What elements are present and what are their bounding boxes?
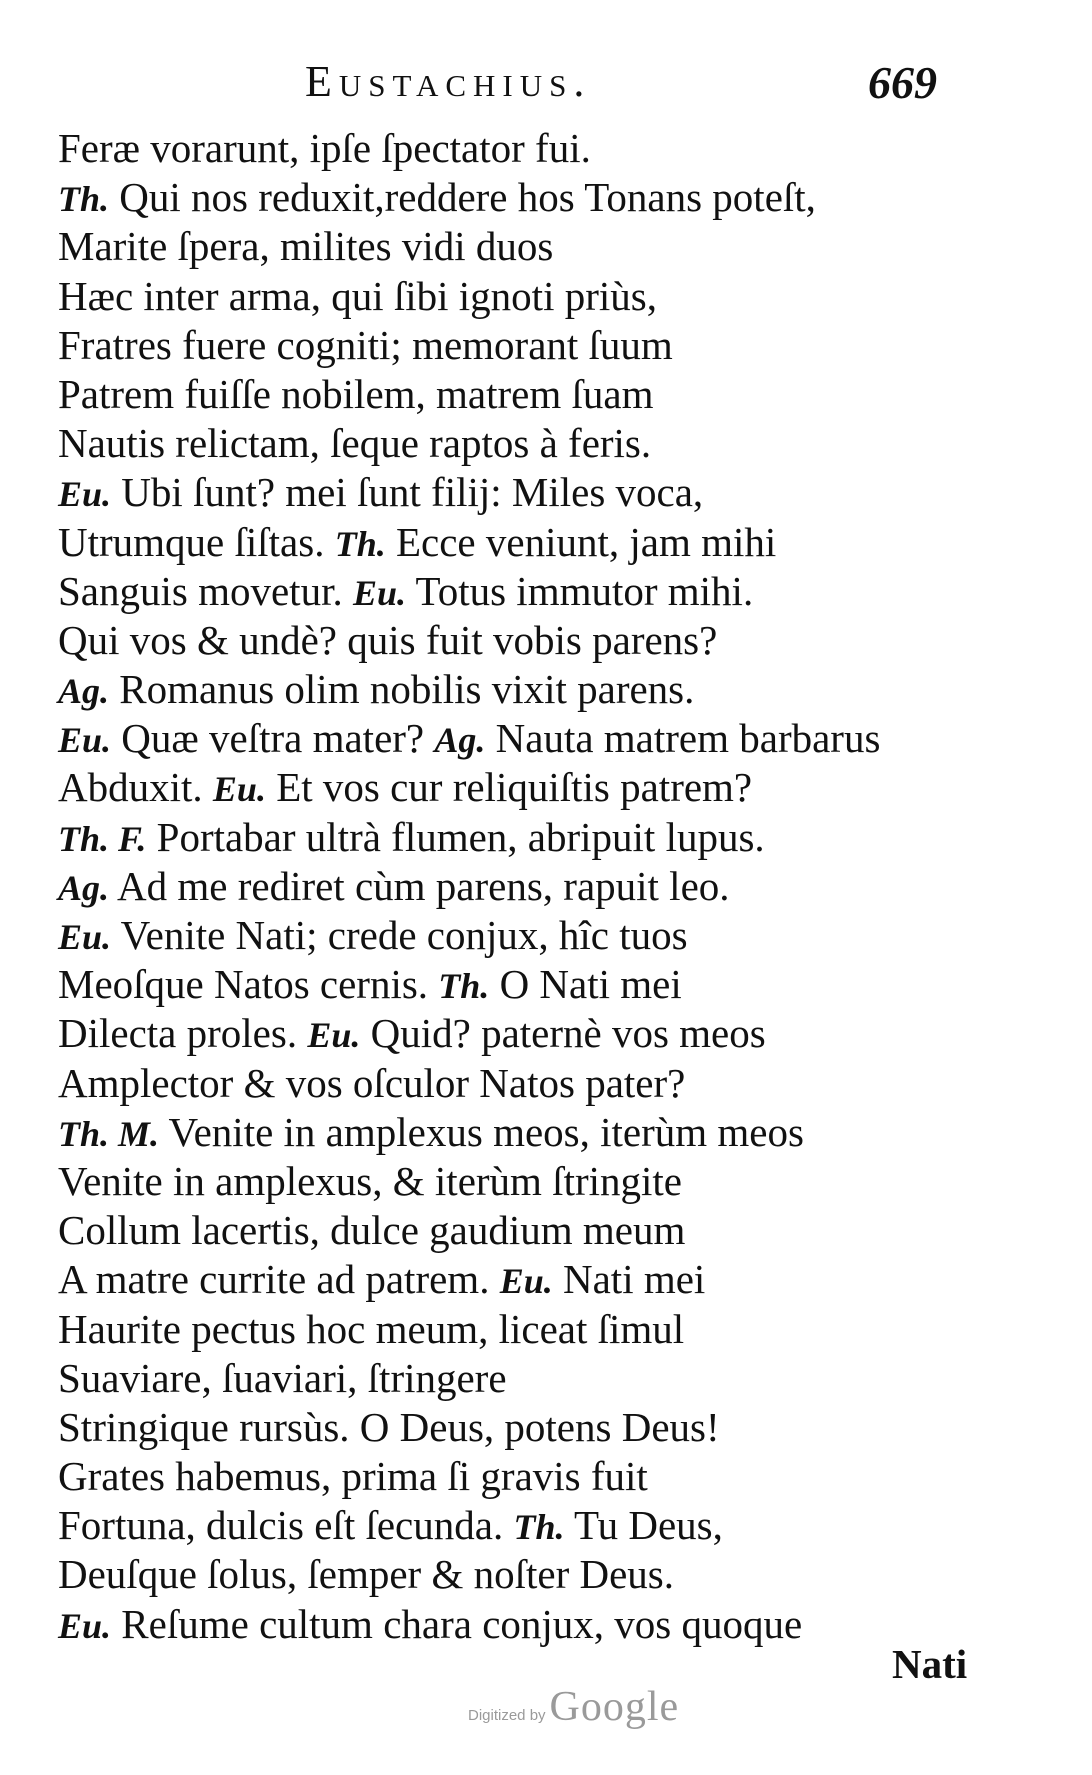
speaker-label: Eu. [499, 1261, 553, 1302]
line-text: Fortuna, dulcis eſt ſecunda. [58, 1502, 504, 1549]
line-text: Tu Deus, [573, 1502, 723, 1549]
line-text: Patrem fuiſſe nobilem, matrem ſuam [58, 370, 654, 417]
line-text: Venite in amplexus, & iterùm ſtringite [58, 1157, 682, 1204]
verse-line [58, 321, 1058, 370]
speaker-label: Th. [438, 966, 490, 1007]
line-text: Venite in amplexus meos, iterùm meos [168, 1108, 804, 1155]
line-text: Grates habemus, prima ſi gravis fuit [58, 1453, 648, 1500]
verse-text-block [58, 124, 1058, 1649]
line-text: Suaviare, ſuaviari, ſtringere [58, 1354, 507, 1401]
line-text: Ubi ſunt? mei ſunt filij: Miles voca, [121, 469, 704, 516]
verse-line [58, 222, 1058, 271]
line-text: Hæc inter arma, qui ſibi ignoti priùs, [58, 272, 657, 319]
line-text: Venite Nati; crede conjux, hîc tuos [120, 912, 688, 958]
catchword: Nati [892, 1641, 968, 1687]
line-text: Reſume cultum chara conjux, vos quoque [121, 1600, 803, 1647]
verse-line [58, 1255, 1058, 1304]
line-text: Dilecta proles. [58, 1010, 298, 1057]
speaker-label: Eu. [58, 917, 112, 957]
speaker-label: Th. [58, 179, 110, 220]
verse-line [58, 1403, 1058, 1452]
line-text: Nauta matrem barbarus [495, 715, 881, 762]
verse-line [58, 1157, 1058, 1206]
speaker-label: Eu. [307, 1015, 361, 1056]
speaker-label: Ag. [58, 867, 110, 908]
verse-line [58, 862, 1058, 911]
verse-line [58, 763, 1058, 812]
verse-line [58, 714, 1058, 763]
verse-line [58, 616, 1058, 665]
page-number: 669 [868, 57, 937, 108]
verse-line [58, 1452, 1058, 1501]
verse-line [58, 272, 1058, 321]
line-text: Totus immutor mihi. [415, 567, 754, 614]
line-text: Feræ vorarunt, ipſe ſpectator fui. [58, 125, 591, 171]
speaker-label: Eu. [58, 1605, 112, 1646]
line-text: Collum lacertis, dulce gaudium meum [58, 1207, 686, 1254]
line-text: Portabar ultrà flumen, abripuit lupus. [156, 813, 765, 860]
line-text: Ad me rediret cùm parens, rapuit leo. [117, 862, 730, 909]
verse-line [58, 960, 1058, 1009]
speaker-label: Th. [513, 1507, 565, 1548]
speaker-label: Eu. [352, 572, 407, 613]
line-text: Nati mei [563, 1256, 706, 1303]
running-header [0, 56, 1092, 116]
verse-line [58, 124, 1058, 173]
speaker-label: Ag. [434, 720, 486, 761]
line-text: Quid? paternè vos meos [370, 1010, 766, 1057]
speaker-label: Th. [334, 523, 386, 564]
line-text: Meoſque Natos cernis. [58, 961, 429, 1008]
watermark-prefix: Digitized by [468, 1707, 546, 1724]
speaker-label: Eu. [212, 769, 266, 810]
line-text: Haurite pectus hoc meum, liceat ſimul [58, 1305, 685, 1352]
verse-line [58, 813, 1058, 862]
verse-line [58, 1108, 1058, 1157]
verse-line [58, 1354, 1058, 1403]
line-text: Quæ veſtra mater? [121, 715, 425, 762]
verse-line [58, 1059, 1058, 1108]
verse-line [58, 173, 1058, 222]
line-text: Amplector & vos oſculor Natos pater? [58, 1059, 686, 1106]
verse-line [58, 1550, 1058, 1599]
line-text: Ecce veniunt, jam mihi [395, 518, 777, 565]
speaker-label: Ag. [58, 671, 110, 712]
line-text: Abduxit. [58, 764, 203, 811]
line-text: Fratres fuere cogniti; memorant ſuum [58, 321, 673, 368]
google-logo: Google [549, 1684, 680, 1730]
verse-line [58, 567, 1058, 616]
verse-line [58, 419, 1058, 468]
verse-line [58, 518, 1058, 567]
line-text: Qui nos reduxit,reddere hos Tonans poteſt, [119, 174, 816, 221]
speaker-label: Eu. [58, 720, 112, 761]
verse-line [58, 1206, 1058, 1255]
verse-line [58, 1501, 1058, 1550]
verse-line [58, 370, 1058, 419]
verse-line [58, 468, 1058, 517]
running-title: Eustachius. [305, 57, 592, 106]
line-text: O Nati mei [499, 961, 682, 1008]
digitized-by-google-watermark [468, 1683, 679, 1731]
line-text: Romanus olim nobilis vixit parens. [119, 666, 695, 713]
verse-line [58, 911, 1058, 960]
line-text: Utrumque ſiſtas. [58, 518, 325, 565]
line-text: A matre currite ad patrem. [58, 1256, 490, 1303]
line-text: Et vos cur reliquiſtis patrem? [276, 764, 753, 811]
line-text: Nautis relictam, ſeque raptos à feris. [58, 420, 652, 467]
line-text: Stringique rursùs. O Deus, potens Deus! [58, 1403, 720, 1450]
line-text: Marite ſpera, milites vidi duos [58, 223, 554, 270]
line-text: Sanguis movetur. [58, 567, 343, 614]
line-text: Deuſque ſolus, ſemper & noſter Deus. [58, 1551, 675, 1598]
speaker-label: Th. M. [58, 1113, 160, 1154]
verse-line [58, 1305, 1058, 1354]
verse-line [58, 665, 1058, 714]
line-text: Qui vos & undè? quis fuit vobis parens? [58, 616, 718, 663]
speaker-label: Th. F. [58, 818, 147, 859]
speaker-label: Eu. [58, 474, 112, 515]
verse-line [58, 1009, 1058, 1058]
